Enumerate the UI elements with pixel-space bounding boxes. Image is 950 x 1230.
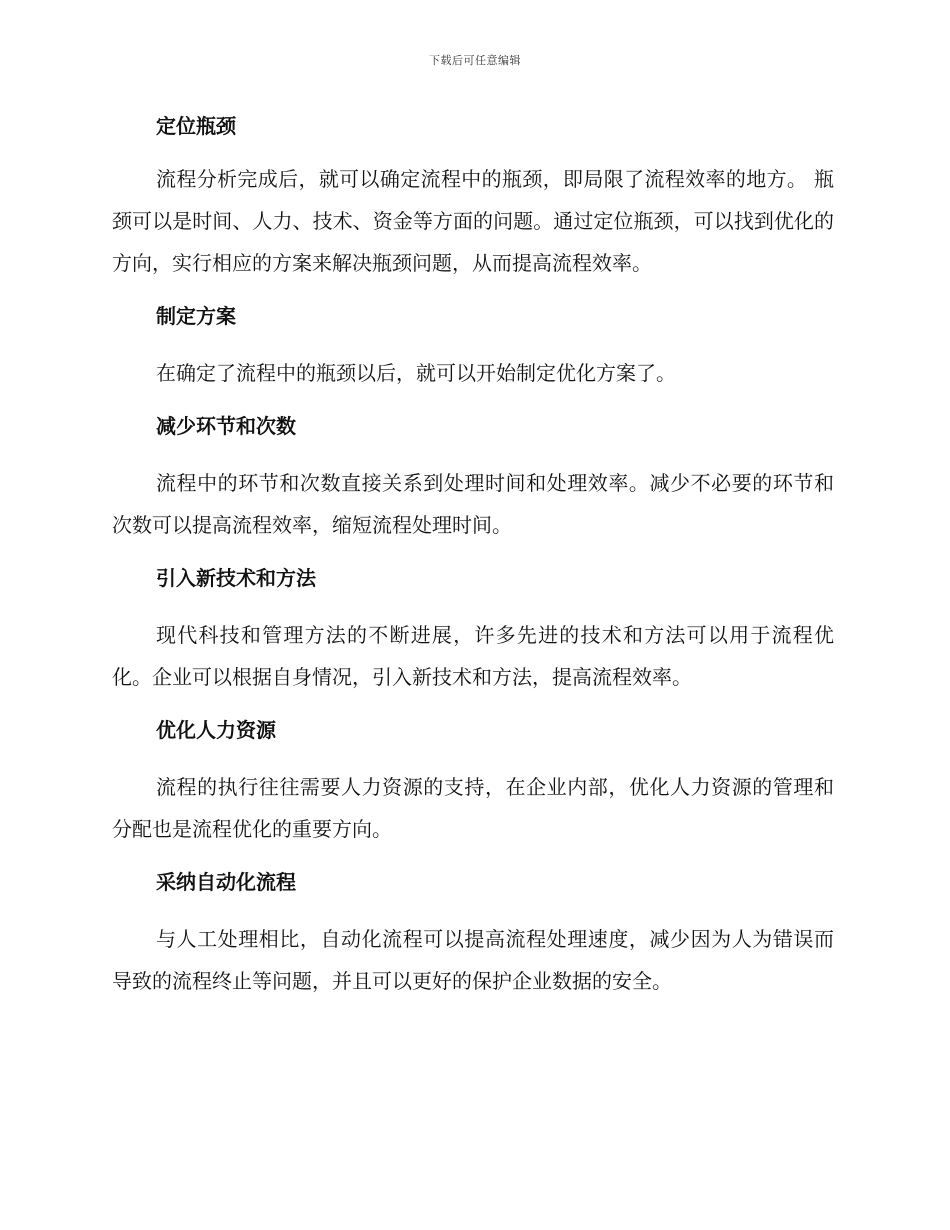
section-heading: 制定方案 <box>156 304 236 328</box>
section-paragraph: 在确定了流程中的瓶颈以后，就可以开始制定优化方案了。 <box>156 361 676 385</box>
section-heading: 引入新技术和方法 <box>156 566 316 590</box>
section-heading: 优化人力资源 <box>156 718 276 742</box>
section-heading: 采纳自动化流程 <box>156 870 296 894</box>
section-paragraph: 流程的执行往往需要人力资源的支持，在企业内部，优化人力资源的管理和分配也是流程优化的重要方向。 <box>112 775 834 841</box>
section-paragraph: 现代科技和管理方法的不断进展，许多先进的技术和方法可以用于流程优化。企业可以根据自身情况，引入新技术和方法，提高流程效率。 <box>112 623 834 689</box>
section-human-resources <box>112 708 834 850</box>
section-paragraph: 与人工处理相比，自动化流程可以提高流程处理速度，减少因为人为错误而导致的流程终止等问题，并且可以更好的保护企业数据的安全。 <box>112 927 834 993</box>
section-heading: 定位瓶颈 <box>156 114 236 138</box>
section-heading: 减少环节和次数 <box>156 414 296 438</box>
section-locate-bottleneck <box>112 104 834 284</box>
section-make-plan <box>112 294 834 394</box>
section-paragraph: 流程分析完成后，就可以确定流程中的瓶颈，即局限了流程效率的地方。 瓶颈可以是时间、人力、技术、资金等方面的问题。通过定位瓶颈，可以找到优化的方向，实行相应的方案来解决瓶颈问题，从而提高流程效率。 <box>112 167 834 275</box>
section-reduce-steps <box>112 404 834 546</box>
document-body <box>112 104 834 1012</box>
page-header: 下载后可任意编辑 <box>429 54 521 67</box>
section-paragraph: 流程中的环节和次数直接关系到处理时间和处理效率。减少不必要的环节和次数可以提高流程效率，缩短流程处理时间。 <box>112 471 834 537</box>
section-automation <box>112 860 834 1002</box>
section-new-technology <box>112 556 834 698</box>
